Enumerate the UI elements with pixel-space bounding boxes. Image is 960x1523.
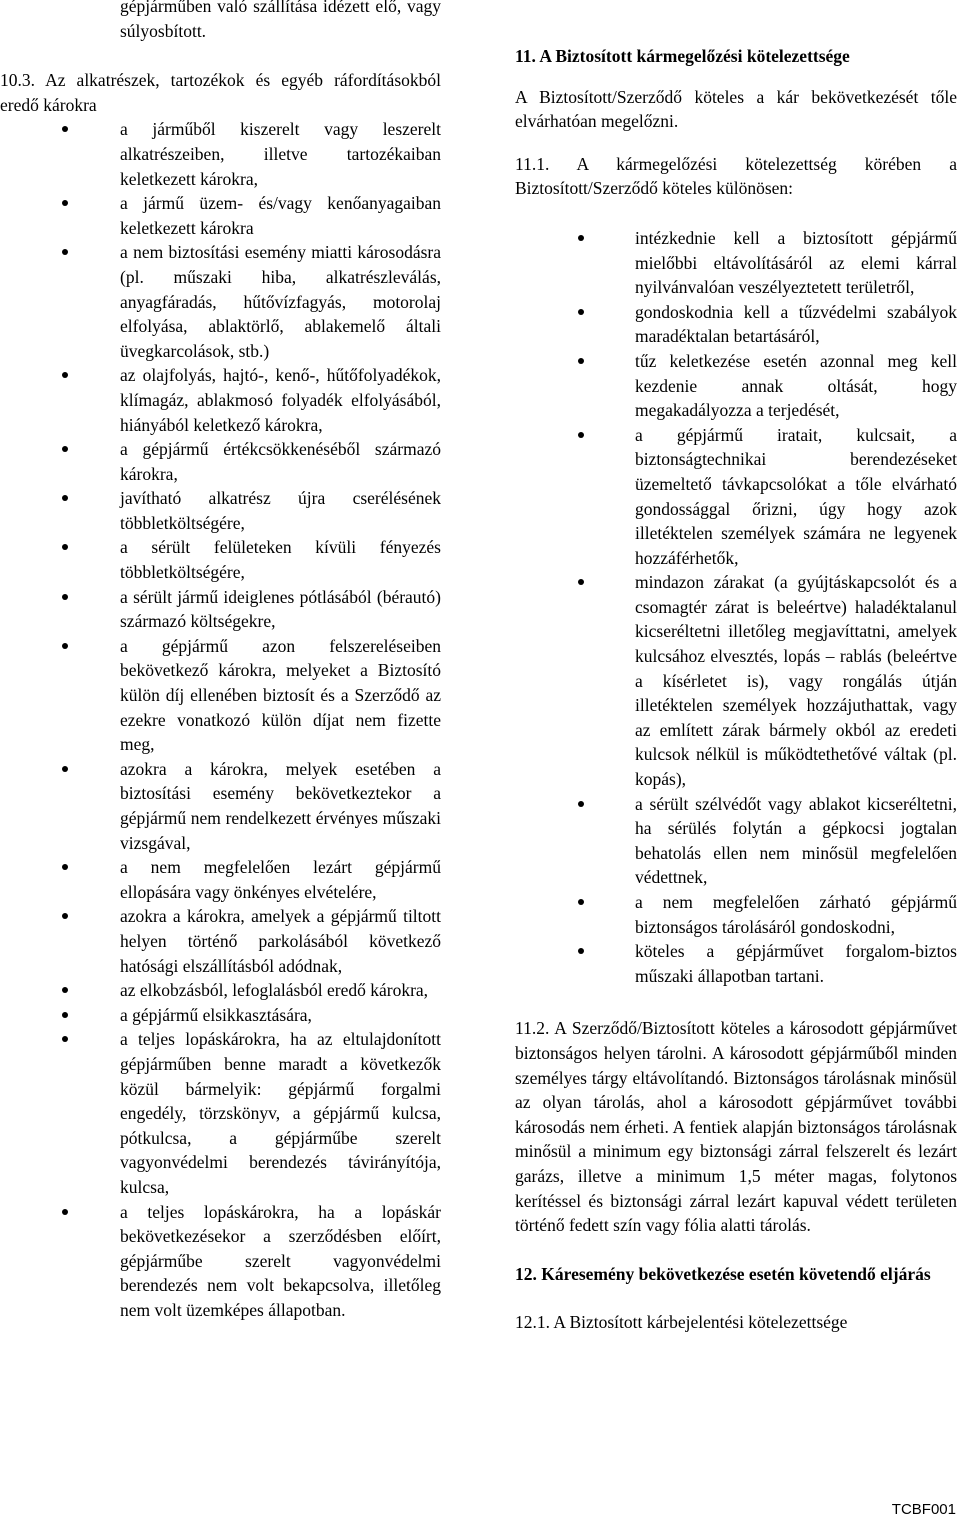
list-item [0,585,441,634]
right-column [515,44,957,1335]
list-item [0,757,441,855]
section-11-2-paragraph: 11.2. A Szerződő/Biztosított köteles a károsodott gépjárművet biztonságos helyen tárolni. A károsodott gépjárműből minden személyes tárgy eltávolítandó. Biztonságos tárolásnak minősül az olyan tárolás, ahol a károsodott gépjárművet további károsodás nem érheti. A fentiek alapján biztonságos tárolásnak minősül a minimum egy biztonsági zárral felszerelt és lezárt garázs, illetve a minimum 1,5 méter magas, folytonos kerítéssel és biztonsági zárral lezárt kapuval védett területen történő fedett szín vagy fólia alatti tárolás. [515,1018,957,1236]
bullet-icon [62,446,68,452]
list-item [0,1200,441,1323]
bullet-icon [62,766,68,772]
bullet-icon [578,432,584,438]
intro-continuation: gépjárműben való szállítása idézett elő, vagy súlyosbított. [120,0,441,41]
list-item [515,890,957,939]
list-item-text: gondoskodnia kell a tűzvédelmi szabályok maradéktalan betartásáról, [635,301,957,347]
list-item-text: az elkobzásból, lefoglalásból eredő károkra, [120,980,429,1001]
list-item [515,939,957,988]
list-item [0,240,441,363]
bullet-icon [62,1036,68,1042]
list-item-text: a járműből kiszerelt vagy leszerelt alkatrészeiben, illetve tartozékaiban keletkezett károkra, [120,119,441,189]
list-item [0,978,441,1003]
list-item-text: javítható alkatrész újra cserélésének többletköltségére, [120,488,441,533]
bullet-icon [62,913,68,919]
list-item-text: tűz keletkezése esetén azonnal meg kell kezdenie annak oltását, hogy megakadályozza a terjedését, [635,350,957,421]
list-item-text: a teljes lopáskárokra, ha a lopáskár bekövetkezésekor a szerződésben előírt, gépjárműbe szerelt vagyonvédelmi berendezés nem volt bekapcsolva, illetőleg nem volt üzemképes állapotban. [120,1201,441,1320]
list-item-text: a teljes lopáskárokra, ha az eltulajdonított gépjárműben benne maradt a következők közül bármelyik: gépjármű forgalmi engedély, törzskönyv, a gépjármű kulcsa, pótkulcsa, a gépjárműbe szerelt vagyonvédelmi berendezés távirányítója, kulcsa, [120,1029,441,1197]
list-item-text: a sérült jármű ideiglenes pótlásából (bérautó) származó költségekre, [120,586,441,632]
bullet-icon [62,126,68,132]
list-item [0,535,441,584]
list-item [0,1027,441,1199]
bullet-icon [578,358,584,364]
list-item [515,792,957,890]
list-item [515,300,957,349]
list-item [0,117,441,191]
bullet-icon [62,495,68,501]
list-item [0,904,441,978]
left-column [0,0,441,1322]
list-item-text: a gépjármű értékcsökkenéséből származó károkra, [120,439,441,484]
bullet-icon [62,372,68,378]
bullet-icon [62,643,68,649]
list-item [515,226,957,300]
list-item [0,191,441,240]
bullet-icon [62,200,68,206]
list-item [0,855,441,904]
bullet-icon [62,864,68,870]
bullet-icon [62,987,68,993]
section-10-3-heading: 10.3. Az alkatrészek, tartozékok és egyéb ráfordításokból eredő károkra [0,70,441,115]
prevention-duties-list [515,226,957,988]
list-item [515,423,957,571]
list-item [0,437,441,486]
list-item [515,570,957,791]
exclusions-list [0,117,441,1322]
list-item-text: mindazon zárakat (a gyújtáskapcsolót és a csomagtér zárat is beleértve) haladéktalanul kicseréltetni illetőleg megjavíttatni, amelyek kulcsához elvesztés, lopás – rablás (beleértve a kísérletet is), vagy rongálás útján illetéktelen személyek hozzájuthattak, vagy az említett zárak bármely okból az eredeti kulcsok nélkül is működtethetővé váltak (pl. kopás), [635,572,957,790]
list-item-text: a nem megfelelően lezárt gépjármű ellopására vagy önkényes elvételére, [120,857,441,902]
list-item-text: a jármű üzem- és/vagy kenőanyagaiban keletkezett károkra [120,193,441,238]
list-item-text: intézkednie kell a biztosított gépjármű mielőbbi eltávolításáról az elemi kárral nyilvánvalóan veszélyeztetett területről, [635,227,957,298]
bullet-icon [62,1012,68,1018]
bullet-icon [62,594,68,600]
list-item-text: a sérült felületeken kívüli fényezés többletköltségére, [120,537,441,583]
section-12-1-heading: 12.1. A Biztosított kárbejelentési kötelezettsége [515,1312,848,1333]
list-item-text: a nem biztosítási esemény miatti károsodásra (pl. műszaki hiba, alkatrészleválás, anyagfáradás, hűtővízfagyás, motorolaj elfolyása, ablaktörlő, ablakemelő általi üvegkarcolások, stb.) [120,242,441,361]
bullet-icon [62,1209,68,1215]
bullet-icon [578,235,584,241]
bullet-icon [62,544,68,550]
bullet-icon [578,801,584,807]
document-code: TCBF001 [891,1501,956,1518]
section-12-heading: 12. Káresemény bekövetkezése esetén követendő eljárás [515,1263,931,1284]
list-item-text: azokra a károkra, amelyek a gépjármű tiltott helyen történő parkolásából következő hatósági elszállításból adódnak, [120,906,441,976]
list-item-text: a nem megfelelően zárható gépjármű biztonságos tárolásáról gondoskodni, [635,892,957,937]
list-item [515,349,957,423]
section-11-paragraph: A Biztosított/Szerződő köteles a kár bekövetkezését tőle elvárhatóan megelőzni. [515,86,957,132]
bullet-icon [578,309,584,315]
section-11-heading: 11. A Biztosított kármegelőzési kötelezettsége [515,46,850,66]
list-item [0,1003,441,1028]
bullet-icon [578,899,584,905]
list-item [0,634,441,757]
list-item-text: az olajfolyás, hajtó-, kenő-, hűtőfolyadékok, klímagáz, ablakmosó folyadék elfolyásából, hiányából keletkező károkra, [120,365,441,435]
list-item-text: a sérült szélvédőt vagy ablakot kicseréltetni, ha sérülés folytán a gépkocsi jogtalan behatolás ellen nem minősül megfelelően védettnek, [635,793,957,888]
list-item-text: köteles a gépjárművet forgalom-biztos műszaki állapotban tartani. [635,941,957,986]
list-item-text: a gépjármű elsikkasztására, [120,1004,312,1025]
list-item [0,363,441,437]
list-item-text: a gépjármű iratait, kulcsait, a biztonságtechnikai berendezéseket üzemeltető távkapcsolókat a tőle elvárható gondossággal őrizni, úgy hogy azok illetéktelen személyek számára ne legyenek hozzáférhetők, [635,424,957,568]
bullet-icon [62,249,68,255]
list-item [0,486,441,535]
bullet-icon [578,579,584,585]
bullet-icon [578,948,584,954]
section-11-1-paragraph: 11.1. A kármegelőzési kötelezettség körében a Biztosított/Szerződő köteles különösen: [515,153,957,199]
list-item-text: azokra a károkra, melyek esetében a biztosítási esemény bekövetkeztekor a gépjármű nem rendelkezett érvényes műszaki vizsgával, [120,758,441,853]
list-item-text: a gépjármű azon felszereléseiben bekövetkező károkra, melyeket a Biztosító külön díj ellenében biztosít és a Szerződő az ezekre vonatkozó külön díjat nem fizette meg, [120,635,441,755]
